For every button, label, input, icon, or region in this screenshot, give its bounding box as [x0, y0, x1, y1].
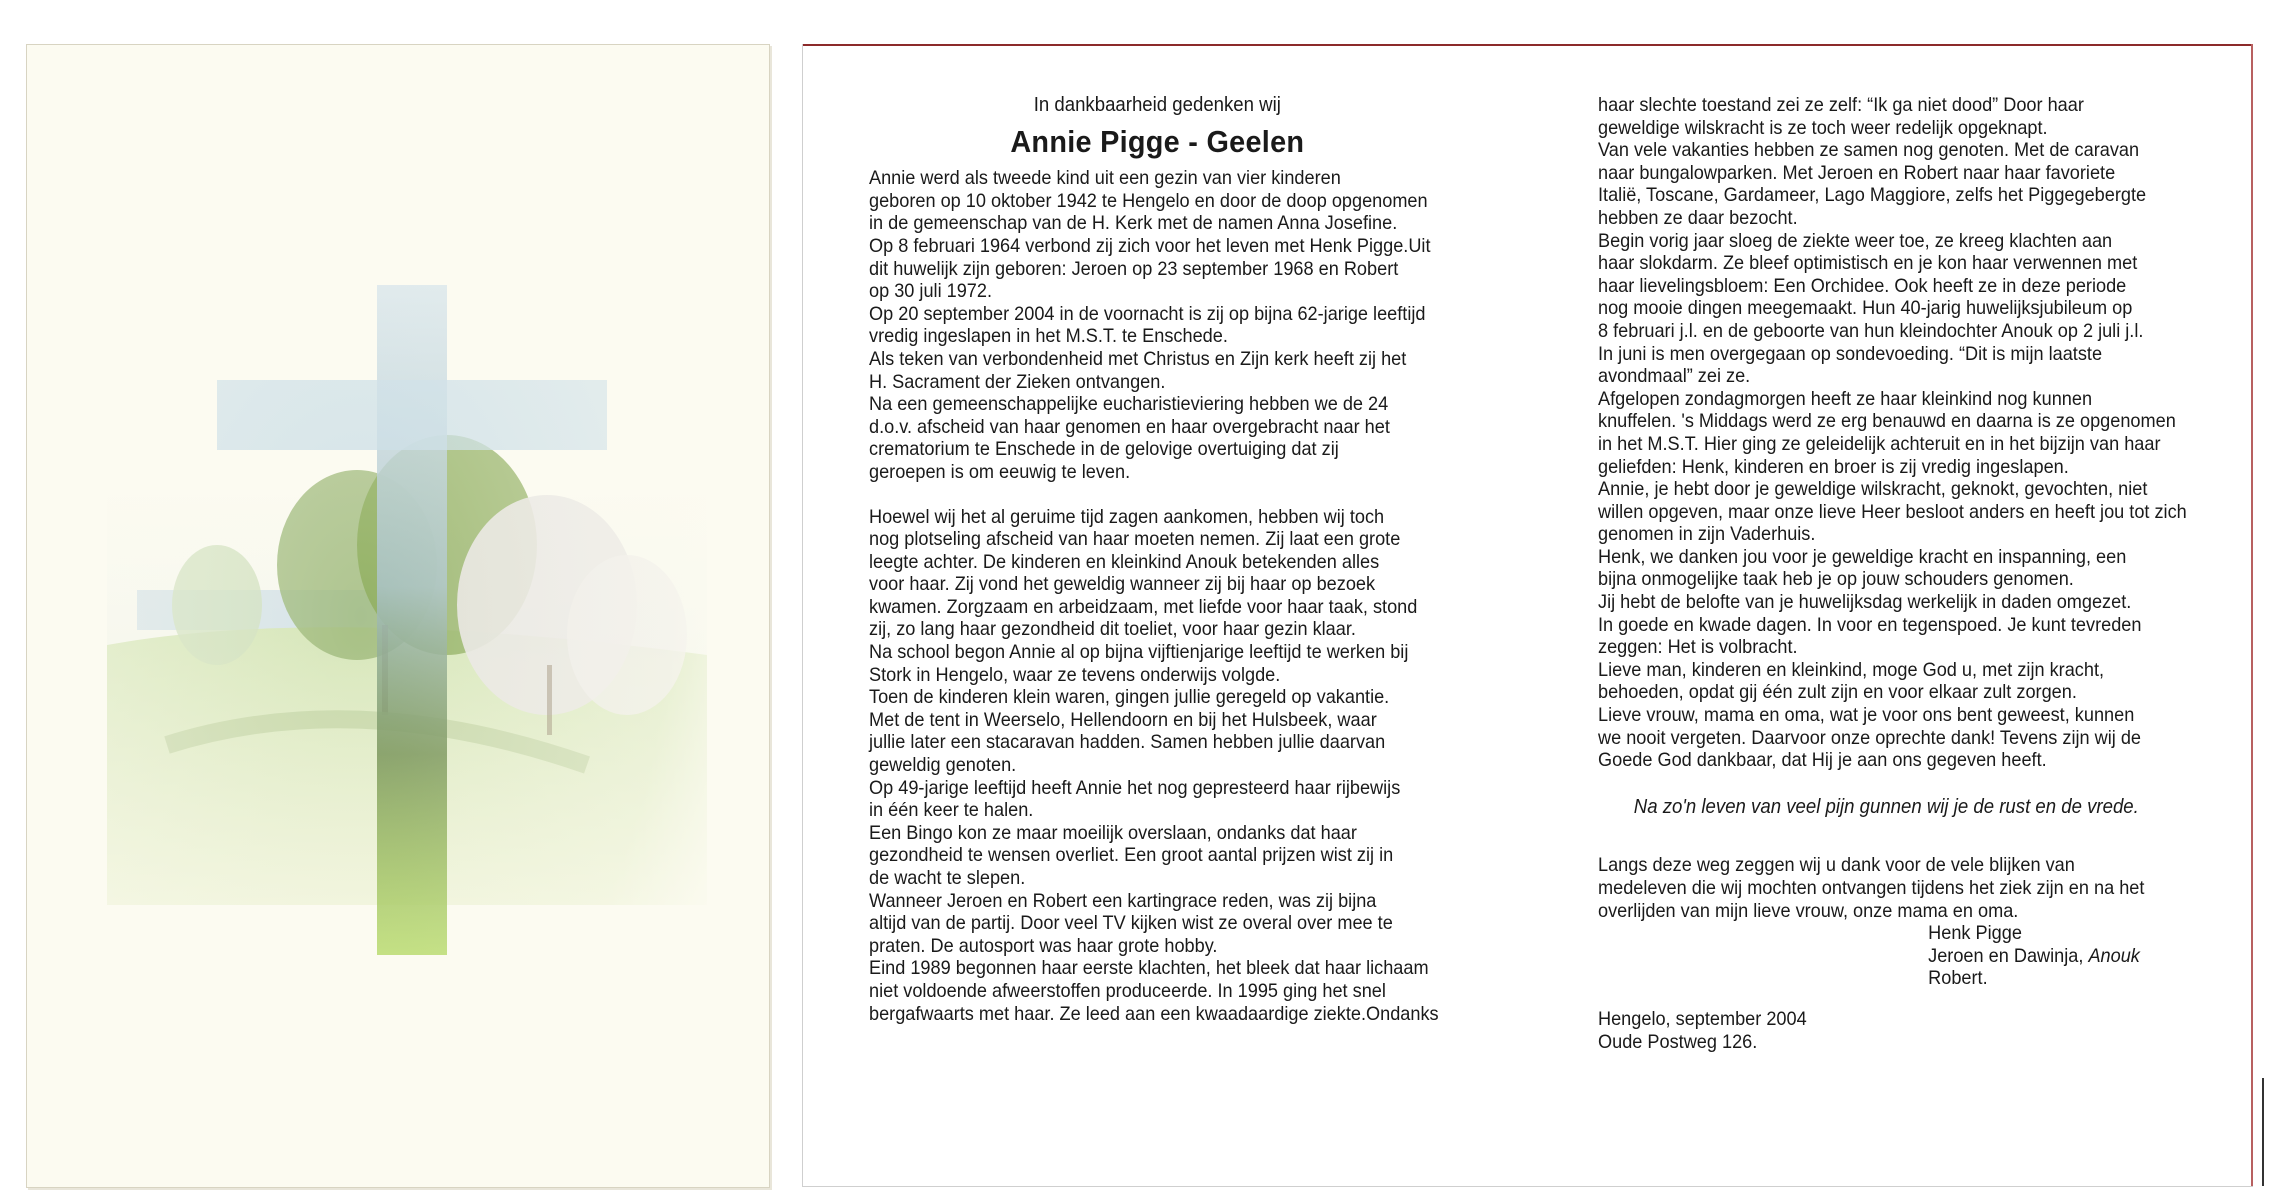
place-date: Hengelo, september 2004	[1598, 1007, 1807, 1030]
text-line: kwamen. Zorgzaam en arbeidzaam, met liefde voor haar taak, stond	[869, 595, 1418, 618]
text-line: nog plotseling afscheid van haar moeten nemen. Zij laat een grote	[869, 528, 1401, 551]
text-line: Met de tent in Weerselo, Hellendoorn en bij het Hulsbeek, waar	[869, 708, 1377, 731]
text-line: zij, zo lang haar gezondheid dit toeliet, voor haar gezin klaar.	[869, 618, 1356, 641]
thanks-line: medeleven die wij mochten ontvangen tijdens het ziek zijn en na het	[1598, 877, 2145, 899]
text-line: Op 20 september 2004 in de voornacht is zij op bijna 62-jarige leeftijd	[869, 302, 1426, 325]
text-line: Als teken van verbondenheid met Christus en Zijn kerk heeft zij het	[869, 347, 1407, 370]
text-line: Annie werd als tweede kind uit een gezin van vier kinderen	[869, 167, 1341, 190]
text-line: H. Sacrament der Zieken ontvangen.	[869, 370, 1166, 393]
card-edge	[2262, 1078, 2276, 1186]
text-line: haar slokdarm. Ze bleef optimistisch en je kon haar verwennen met	[1598, 252, 2138, 275]
text-line: altijd van de partij. Door veel TV kijken wist ze overal over mee te	[869, 912, 1393, 935]
text-line: op 30 juli 1972.	[869, 280, 993, 303]
landscape-cross-image	[27, 45, 769, 1187]
text-line: In juni is men overgegaan op sondevoeding. “Dit is mijn laatste	[1598, 342, 2103, 365]
text-line: dit huwelijk zijn geboren: Jeroen op 23 september 1968 en Robert	[869, 257, 1399, 280]
text-line: Na een gemeenschappelijke eucharistieviering hebben we de 24	[869, 393, 1389, 416]
text-line: we nooit vergeten. Daarvoor onze oprechte dank! Tevens zijn wij de	[1598, 726, 2142, 749]
text-line: naar bungalowparken. Met Jeroen en Robert naar haar favoriete	[1598, 161, 2116, 184]
text-line: Toen de kinderen klein waren, gingen jullie geregeld op vakantie.	[869, 686, 1390, 709]
text-line: Een Bingo kon ze maar moeilijk overslaan, ondanks dat haar	[869, 821, 1357, 844]
text-line: Wanneer Jeroen en Robert een kartingrace reden, was zij bijna	[869, 889, 1377, 912]
memorial-photo-card	[26, 44, 770, 1188]
text-line: nog mooie dingen meegemaakt. Hun 40-jarig huwelijksjubileum op	[1598, 297, 2133, 320]
thanks-line: overlijden van mijn lieve vrouw, onze mama en oma.	[1598, 899, 2019, 922]
text-line: Eind 1989 begonnen haar eerste klachten, het bleek dat haar lichaam	[869, 957, 1429, 980]
signature-block	[1598, 922, 2175, 990]
text-line: geliefden: Henk, kinderen en broer is zij vredig ingeslapen.	[1598, 455, 2069, 478]
text-line: Op 49-jarige leeftijd heeft Annie het nog gepresteerd haar rijbewijs	[869, 776, 1401, 799]
text-line	[869, 484, 1446, 506]
text-line: geroepen is om eeuwig te leven.	[869, 460, 1131, 483]
text-line: Na school begon Annie al op bijna vijftienjarige leeftijd te werken bij	[869, 641, 1409, 664]
thanks-paragraph	[1598, 854, 2175, 922]
text-line: Stork in Hengelo, waar ze tevens onderwijs volgde.	[869, 663, 1281, 686]
text-line: avondmaal” zei ze.	[1598, 365, 1751, 388]
biography-continued	[1598, 94, 2187, 772]
text-line: Henk, we danken jou voor je geweldige kracht en inspanning, een	[1598, 545, 2127, 568]
text-line: Afgelopen zondagmorgen heeft ze haar kleinkind nog kunnen	[1598, 387, 2093, 410]
thanks-line: Langs deze weg zeggen wij u dank voor de vele blijken van	[1598, 854, 2075, 877]
text-line: Annie, je hebt door je geweldige wilskracht, geknokt, gevochten, niet	[1598, 478, 2148, 501]
text-line: d.o.v. afscheid van haar genomen en haar overgebracht naar het	[869, 415, 1390, 438]
text-line: 8 februari j.l. en de geboorte van hun kleindochter Anouk op 2 juli j.l.	[1598, 319, 2144, 342]
text-line: Goede God dankbaar, dat Hij je aan ons gegeven heeft.	[1598, 749, 2047, 772]
text-line: Begin vorig jaar sloeg de ziekte weer toe, ze kreeg klachten aan	[1598, 229, 2113, 252]
text-line: genomen in zijn Vaderhuis.	[1598, 523, 1816, 546]
text-line: praten. De autosport was haar grote hobby.	[869, 934, 1218, 957]
text-line: Lieve man, kinderen en kleinkind, moge God u, met zijn kracht,	[1598, 658, 2105, 681]
closing-line: Na zo'n leven van veel pijn gunnen wij je de rust en de vrede.	[1633, 795, 2139, 818]
signature-name: Henk Pigge	[1928, 922, 2022, 945]
intro-line: In dankbaarheid gedenken wij	[1033, 94, 1281, 116]
text-line: geweldig genoten.	[869, 754, 1017, 777]
text-line: bergafwaarts met haar. Ze leed aan een kwaadaardige ziekte.Ondanks	[869, 1002, 1439, 1025]
text-line: Op 8 februari 1964 verbond zij zich voor het leven met Henk Pigge.Uit	[869, 234, 1431, 257]
memorial-text-card	[802, 44, 2253, 1187]
text-line: voor haar. Zij vond het geweldig wanneer zij bij haar op bezoek	[869, 573, 1376, 596]
text-line: In goede en kwade dagen. In voor en tegenspoed. Je kunt tevreden	[1598, 613, 2142, 636]
signature-grandchild: Anouk	[2088, 944, 2140, 967]
text-line: hebben ze daar bezocht.	[1598, 206, 1798, 229]
text-line: willen opgeven, maar onze lieve Heer besloot anders en heeft jou tot zich	[1598, 500, 2187, 523]
text-line: gezondheid te wensen overliet. Een groot aantal prijzen wist zij in	[869, 844, 1394, 867]
text-line: in het M.S.T. Hier ging ze geleidelijk achteruit en in het bijzijn van haar	[1598, 432, 2161, 455]
text-line: leegte achter. De kinderen en kleinkind Anouk betekenden alles	[869, 550, 1380, 573]
text-line: Van vele vakanties hebben ze samen nog genoten. Met de caravan	[1598, 139, 2140, 162]
text-line: in één keer te halen.	[869, 799, 1034, 822]
text-line: in de gemeenschap van de H. Kerk met de namen Anna Josefine.	[869, 212, 1398, 235]
text-line: crematorium te Enschede in de gelovige overtuiging dat zij	[869, 438, 1339, 461]
deceased-name: Annie Pigge - Geelen	[1010, 123, 1305, 159]
text-line: jullie later een stacaravan hadden. Samen hebben jullie daarvan	[869, 731, 1386, 754]
text-line: knuffelen. 's Middags werd ze erg benauwd en daarna is ze opgenomen	[1598, 410, 2176, 433]
text-line: Hoewel wij het al geruime tijd zagen aankomen, hebben wij toch	[869, 505, 1385, 528]
text-line: haar slechte toestand zei ze zelf: “Ik ga niet dood” Door haar	[1598, 94, 2084, 116]
text-line: bijna onmogelijke taak heb je op jouw schouders genomen.	[1598, 568, 2074, 591]
text-line: haar lievelingsbloem: Een Orchidee. Ook heeft ze in deze periode	[1598, 274, 2127, 297]
signature-family-text: Jeroen en Dawinja,	[1928, 944, 2089, 967]
right-border-line	[2251, 44, 2253, 1186]
text-line: vredig ingeslapen in het M.S.T. te Enschede.	[869, 325, 1228, 348]
text-line: geweldige wilskracht is ze toch weer redelijk opgeknapt.	[1598, 116, 2048, 139]
text-line: Italië, Toscane, Gardameer, Lago Maggiore, zelfs het Piggegebergte	[1598, 184, 2147, 207]
biography-paragraphs	[869, 167, 1446, 1025]
text-line: Lieve vrouw, mama en oma, wat je voor ons bent geweest, kunnen	[1598, 704, 2135, 727]
right-text-column	[1598, 94, 2187, 1053]
left-text-column	[869, 94, 1446, 1025]
text-line: behoeden, opdat gij één zult zijn en voor elkaar zult zorgen.	[1598, 681, 2077, 704]
text-line: geboren op 10 oktober 1942 te Hengelo en door de doop opgenomen	[869, 189, 1428, 212]
signature-son: Robert.	[1928, 967, 1988, 990]
address: Oude Postweg 126.	[1598, 1030, 1758, 1053]
signature-family	[1928, 945, 2174, 968]
text-line: de wacht te slepen.	[869, 867, 1026, 889]
text-line: zeggen: Het is volbracht.	[1598, 636, 1798, 659]
text-line: niet voldoende afweerstoffen produceerde. In 1995 ging het snel	[869, 979, 1386, 1002]
text-line: Jij hebt de belofte van je huwelijksdag werkelijk in daden omgezet.	[1598, 591, 2132, 614]
top-border-line	[803, 44, 2253, 46]
